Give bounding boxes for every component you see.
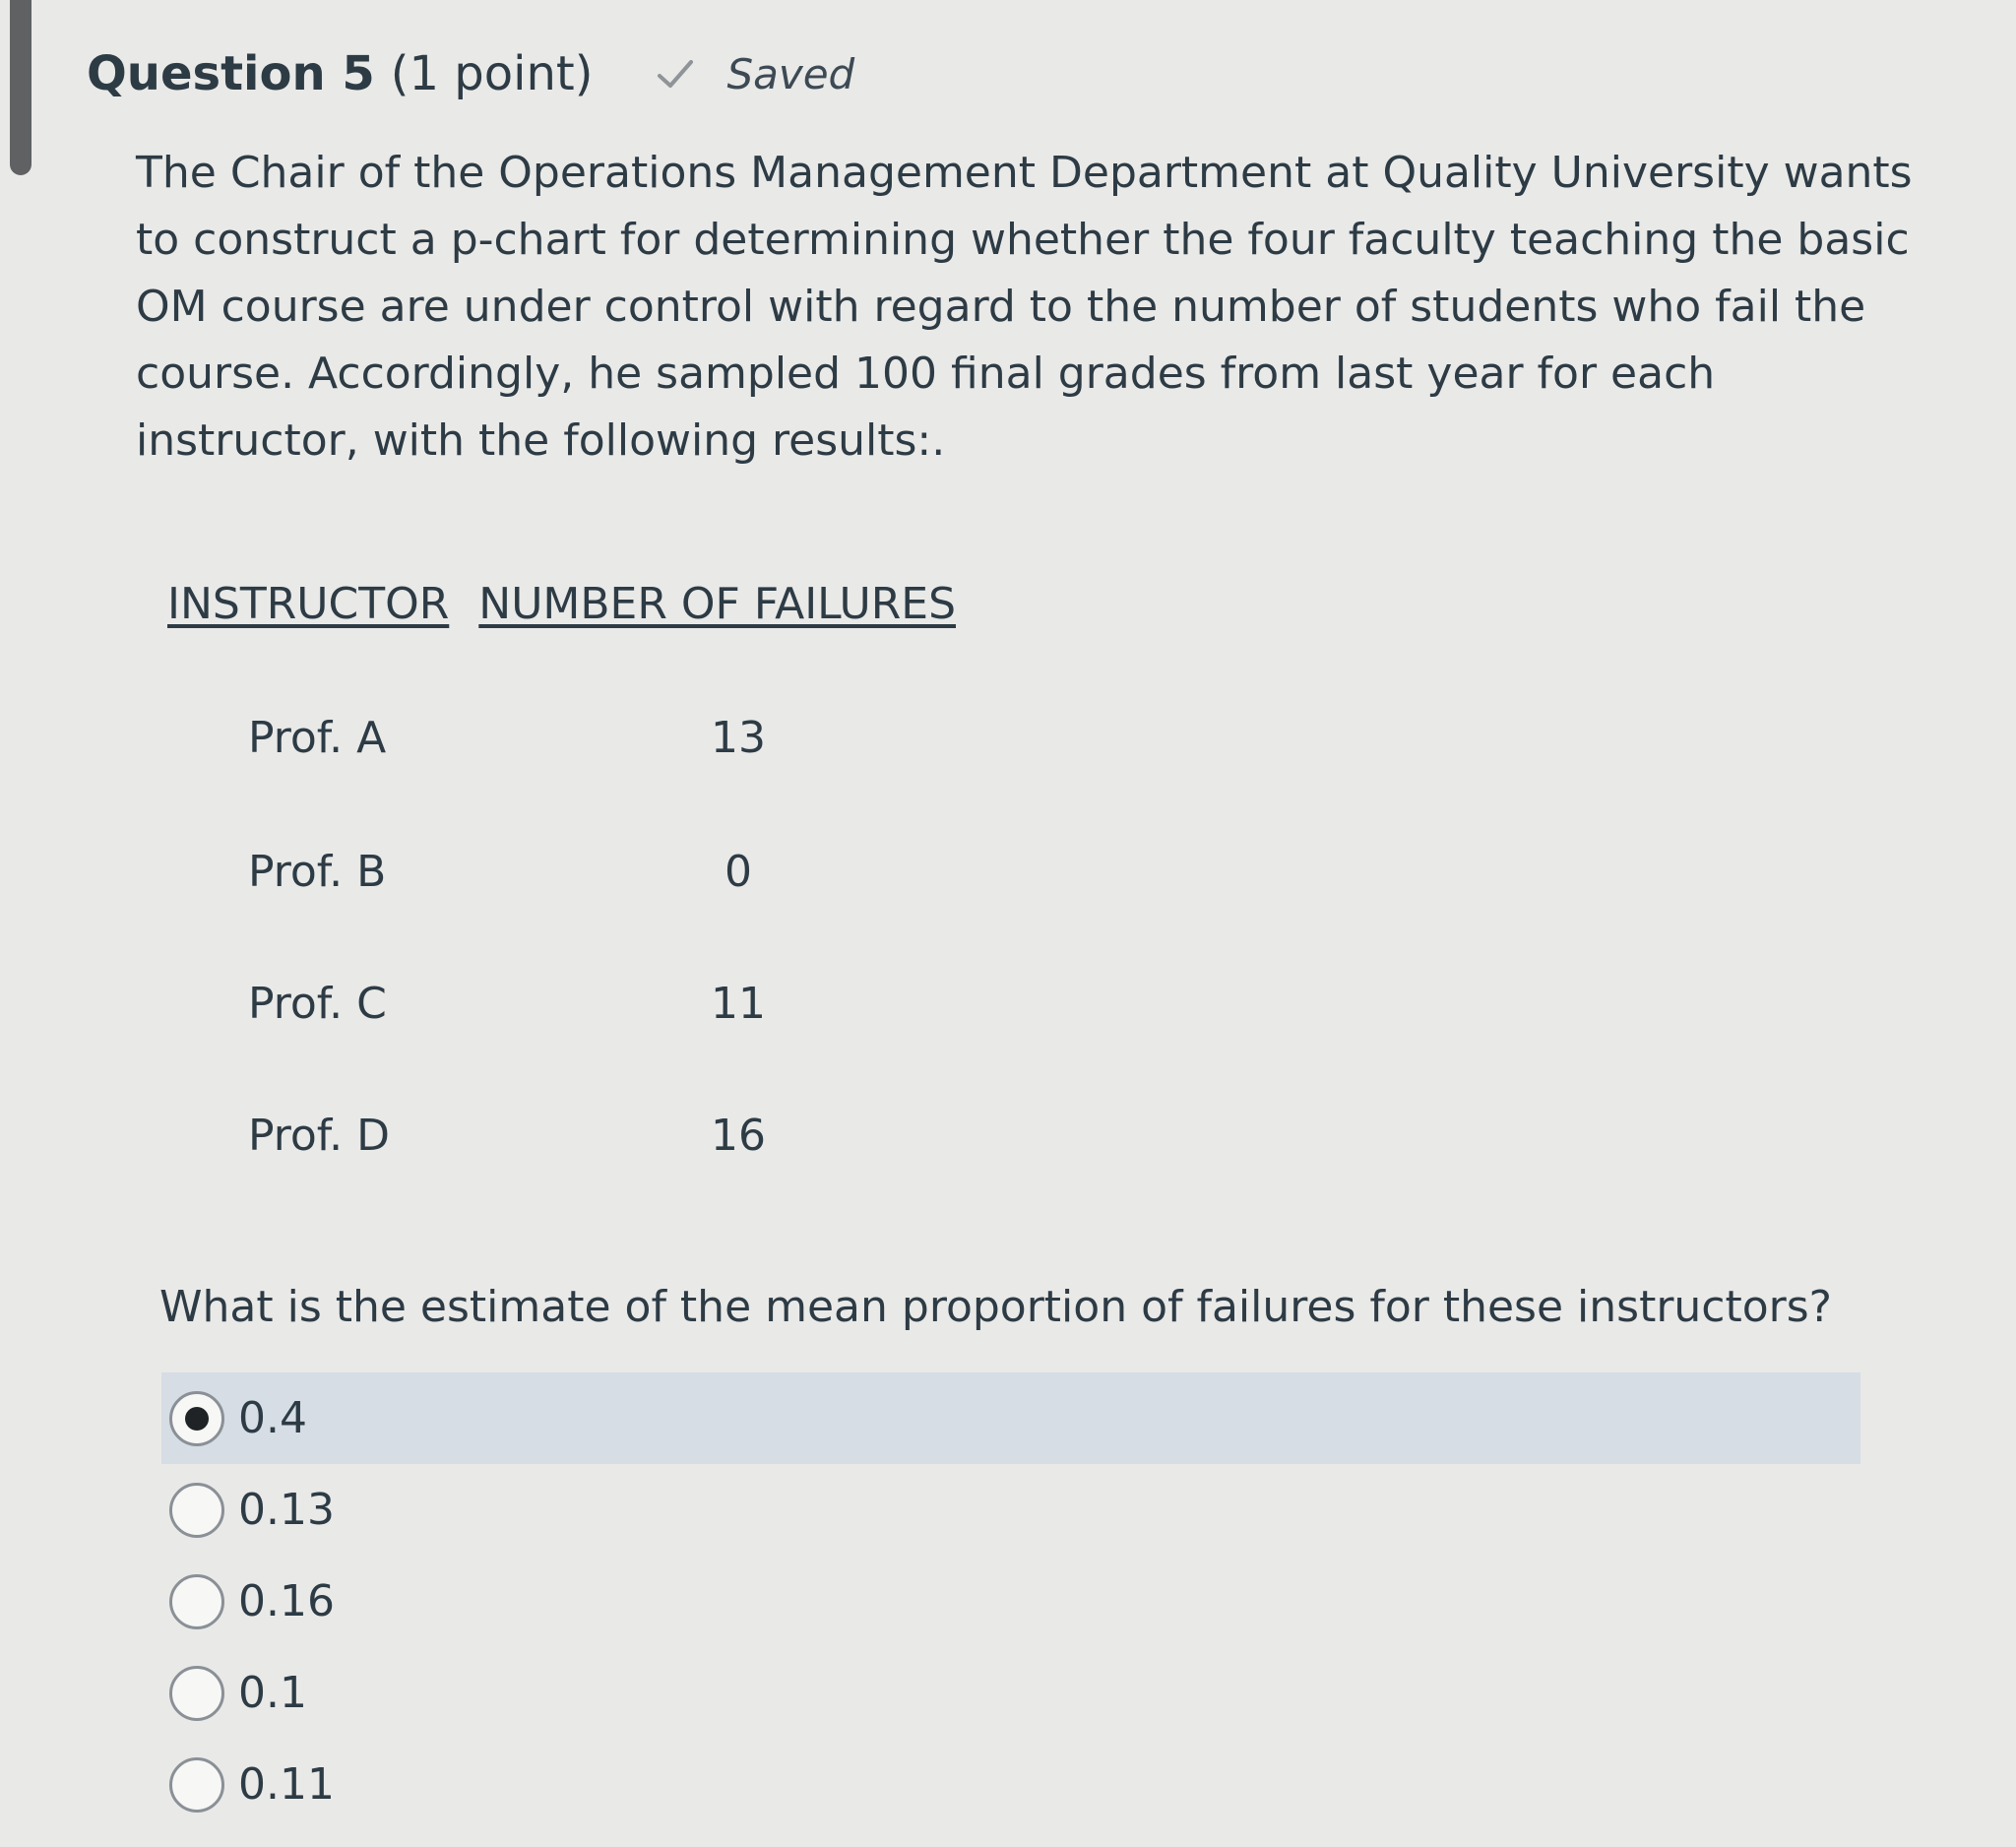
radio-dot-icon [185, 1407, 209, 1431]
answer-label[interactable]: 0.1 [238, 1668, 307, 1718]
question-title: Question 5 [87, 46, 375, 101]
table-row-name: Prof. D [248, 1111, 390, 1161]
question-prompt: What is the estimate of the mean proportion of failures for these instructors? [159, 1282, 1833, 1332]
radio-button-selected[interactable] [169, 1391, 224, 1446]
radio-button[interactable] [169, 1666, 224, 1721]
answer-label[interactable]: 0.4 [238, 1393, 307, 1443]
radio-button[interactable] [169, 1483, 224, 1538]
table-row-value: 13 [711, 713, 766, 763]
answer-option[interactable] [161, 1372, 1860, 1464]
table-row-value: 11 [711, 979, 766, 1029]
answer-option[interactable] [161, 1739, 1860, 1830]
table-row-name: Prof. C [248, 979, 387, 1029]
question-points: (1 point) [390, 46, 594, 101]
question-header [87, 39, 854, 108]
answer-label[interactable]: 0.13 [238, 1485, 335, 1535]
table-row-name: Prof. A [248, 713, 387, 763]
answer-label[interactable]: 0.11 [238, 1759, 335, 1810]
table-header [167, 579, 956, 629]
table-row-name: Prof. B [248, 847, 387, 897]
table-header-failures: NUMBER OF FAILURES [478, 579, 957, 629]
question-text: The Chair of the Operations Management Department at Quality University wants to construct a p-chart for determining whether the four faculty teaching the basic OM course are under control with regard to the number of students who fail the course. Accordingly, he sampled 100 final grades from last year for each instructor, with the following results:. [136, 148, 1913, 466]
scroll-indicator-bar [10, 0, 32, 175]
check-icon [654, 52, 697, 96]
radio-button[interactable] [169, 1757, 224, 1813]
saved-status: Saved [726, 49, 855, 98]
answer-list [161, 1372, 1860, 1830]
table-row-value: 0 [724, 847, 752, 897]
radio-button[interactable] [169, 1574, 224, 1629]
answer-label[interactable]: 0.16 [238, 1576, 335, 1626]
answer-option[interactable] [161, 1556, 1860, 1647]
table-row-value: 16 [711, 1111, 766, 1161]
answer-option[interactable] [161, 1464, 1860, 1556]
table-header-instructor: INSTRUCTOR [167, 579, 450, 629]
answer-option[interactable] [161, 1647, 1860, 1739]
